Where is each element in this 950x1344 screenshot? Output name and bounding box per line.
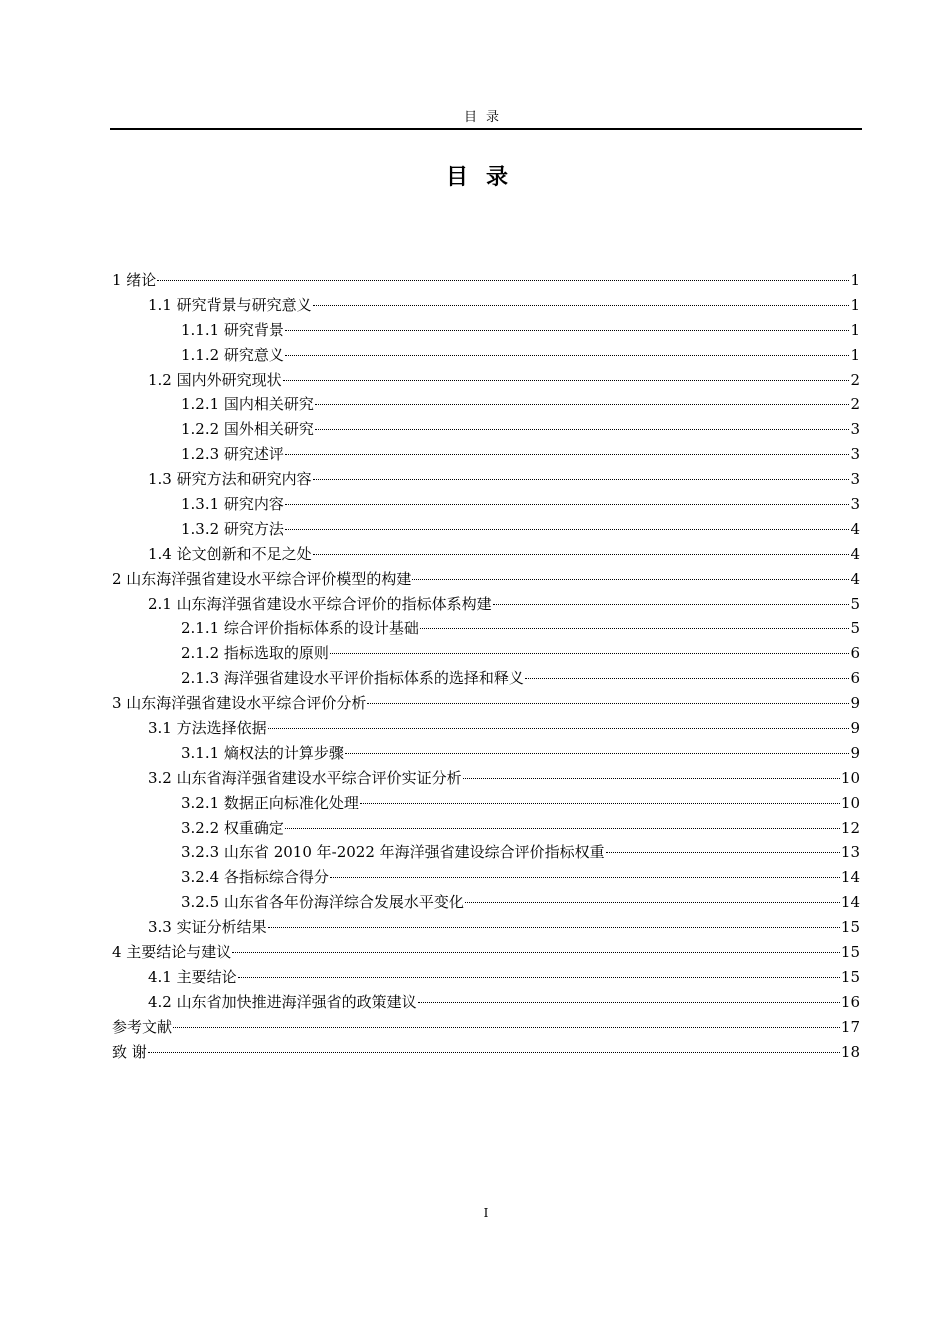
toc-entry-page: 3 (850, 470, 860, 489)
toc-leader-dots (285, 454, 850, 455)
toc-entry-label: 1.1 研究背景与研究意义 (148, 295, 312, 314)
toc-leader-dots (157, 280, 849, 281)
toc-entry[interactable] (112, 990, 860, 1015)
toc-entry[interactable] (112, 592, 860, 617)
toc-leader-dots (525, 678, 850, 679)
toc-entry-page: 3 (850, 420, 860, 439)
toc-leader-dots (367, 703, 849, 704)
toc-entry[interactable] (112, 840, 860, 865)
toc-entry-label: 1.3.1 研究内容 (181, 495, 284, 514)
toc-entry-label: 3 山东海洋强省建设水平综合评价分析 (112, 694, 367, 713)
toc-entry-label: 2.1.1 综合评价指标体系的设计基础 (181, 619, 419, 638)
toc-entry[interactable] (112, 716, 860, 741)
toc-entry-page: 1 (850, 271, 860, 289)
page-title: 目录 (445, 165, 526, 190)
toc-entry-page: 15 (840, 967, 860, 986)
toc-entry-page: 6 (850, 644, 860, 663)
toc-entry-label: 3.1 方法选择依据 (148, 719, 267, 738)
toc-entry-label: 1.2.1 国内相关研究 (181, 395, 314, 414)
toc-entry-label: 2.1 山东海洋强省建设水平综合评价的指标体系构建 (148, 594, 492, 613)
toc-entry-page: 14 (840, 893, 860, 912)
toc-leader-dots (606, 852, 840, 853)
toc-leader-dots (315, 429, 850, 430)
toc-entry[interactable] (112, 567, 860, 592)
toc-entry[interactable] (112, 1040, 860, 1065)
toc-entry[interactable] (112, 890, 860, 915)
toc-entry-label: 3.2.5 山东省各年份海洋综合发展水平变化 (181, 893, 464, 912)
toc-entry-label: 3.3 实证分析结果 (148, 918, 267, 937)
toc-entry[interactable] (112, 492, 860, 517)
toc-leader-dots (418, 1002, 840, 1003)
toc-leader-dots (283, 380, 850, 381)
toc-leader-dots (420, 628, 850, 629)
toc-entry-page: 1 (850, 345, 860, 364)
toc-entry-label: 1.1.2 研究意义 (181, 345, 284, 364)
toc-entry-label: 3.2.3 山东省 2010 年-2022 年海洋强省建设综合评价指标权重 (181, 843, 605, 862)
toc-entry-page: 12 (840, 818, 860, 837)
toc-leader-dots (285, 529, 850, 530)
toc-entry-label: 2 山东海洋强省建设水平综合评价模型的构建 (112, 569, 412, 588)
toc-entry-page: 18 (840, 1042, 860, 1061)
toc-entry-label: 2.1.3 海洋强省建设水平评价指标体系的选择和释义 (181, 669, 524, 688)
toc-entry-page: 10 (840, 793, 860, 812)
toc-leader-dots (315, 404, 850, 405)
toc-entry-label: 3.2 山东省海洋强省建设水平综合评价实证分析 (148, 768, 462, 787)
toc-entry[interactable] (112, 517, 860, 542)
toc-entry-page: 10 (840, 768, 860, 787)
header-rule (110, 128, 862, 130)
toc-entry-page: 6 (850, 669, 860, 688)
toc-entry[interactable] (112, 318, 860, 343)
toc-leader-dots (313, 305, 850, 306)
toc-entry[interactable] (112, 666, 860, 691)
toc-leader-dots (493, 604, 850, 605)
toc-entry[interactable] (112, 293, 860, 318)
toc-entry[interactable] (112, 616, 860, 641)
toc-entry-page: 9 (850, 743, 860, 762)
toc-entry-label: 致 谢 (112, 1042, 147, 1061)
toc-entry-page: 2 (850, 370, 860, 389)
toc-entry[interactable] (112, 816, 860, 841)
toc-entry-label: 1.2.3 研究述评 (181, 445, 284, 464)
toc-leader-dots (285, 330, 850, 331)
toc-leader-dots (360, 803, 840, 804)
toc-entry-page: 5 (850, 619, 860, 638)
toc-leader-dots (463, 778, 840, 779)
toc-leader-dots (285, 355, 850, 356)
toc-entry-label: 4 主要结论与建议 (112, 943, 232, 962)
toc-entry-page: 17 (840, 1017, 860, 1036)
toc-entry-page: 3 (850, 445, 860, 464)
toc-entry[interactable] (112, 343, 860, 368)
toc-entry-label: 2.1.2 指标选取的原则 (181, 644, 329, 663)
toc-leader-dots (268, 927, 840, 928)
toc-entry[interactable] (112, 741, 860, 766)
toc-entry[interactable] (112, 542, 860, 567)
toc-entry-page: 9 (850, 694, 860, 713)
toc-entry-label: 4.2 山东省加快推进海洋强省的政策建议 (148, 992, 417, 1011)
running-header: 目录 (463, 110, 508, 125)
toc-entry-label: 1 绪论 (112, 271, 157, 289)
toc-entry-label: 1.1.1 研究背景 (181, 320, 284, 339)
toc-leader-dots (148, 1052, 840, 1053)
toc-entry[interactable] (112, 268, 860, 293)
toc-entry[interactable] (112, 691, 860, 716)
toc-entry-page: 16 (840, 992, 860, 1011)
toc-entry-page: 4 (850, 569, 860, 588)
toc-entry-page: 15 (840, 918, 860, 937)
toc-leader-dots (173, 1027, 840, 1028)
toc-entry-page: 1 (850, 295, 860, 314)
toc-entry[interactable] (112, 368, 860, 393)
toc-entry[interactable] (112, 766, 860, 791)
toc-entry[interactable] (112, 965, 860, 990)
toc-entry[interactable] (112, 915, 860, 940)
toc-leader-dots (238, 977, 840, 978)
toc-entry-label: 1.2.2 国外相关研究 (181, 420, 314, 439)
toc-entry[interactable] (112, 467, 860, 492)
toc-entry-label: 1.4 论文创新和不足之处 (148, 544, 312, 563)
toc-entry-label: 1.3.2 研究方法 (181, 519, 284, 538)
toc-entry[interactable] (112, 940, 860, 965)
toc-entry-label: 1.2 国内外研究现状 (148, 370, 282, 389)
toc-entry-label: 1.3 研究方法和研究内容 (148, 470, 312, 489)
toc-entry[interactable] (112, 865, 860, 890)
toc-entry-label: 参考文献 (112, 1017, 173, 1036)
toc-entry-label: 3.2.1 数据正向标准化处理 (181, 793, 359, 812)
toc-entry-label: 3.1.1 熵权法的计算步骤 (181, 743, 344, 762)
toc-entry-page: 4 (850, 519, 860, 538)
toc-entry-label: 4.1 主要结论 (148, 967, 237, 986)
toc-entry-page: 9 (850, 719, 860, 738)
toc-entry-page: 4 (850, 544, 860, 563)
toc-leader-dots (232, 952, 840, 953)
table-of-contents (112, 268, 860, 1065)
toc-leader-dots (313, 479, 850, 480)
toc-entry-label: 3.2.4 各指标综合得分 (181, 868, 329, 887)
toc-entry-page: 13 (840, 843, 860, 862)
toc-leader-dots (285, 504, 850, 505)
toc-entry-page: 2 (850, 395, 860, 414)
toc-entry-page: 3 (850, 495, 860, 514)
toc-entry-page: 5 (850, 594, 860, 613)
toc-leader-dots (345, 753, 850, 754)
toc-leader-dots (330, 653, 850, 654)
toc-entry[interactable] (112, 417, 860, 442)
toc-entry[interactable] (112, 442, 860, 467)
toc-entry-page: 14 (840, 868, 860, 887)
toc-entry-label: 3.2.2 权重确定 (181, 818, 284, 837)
toc-entry-page: 1 (850, 320, 860, 339)
toc-leader-dots (330, 877, 840, 878)
toc-entry[interactable] (112, 641, 860, 666)
toc-entry[interactable] (112, 1015, 860, 1040)
toc-entry[interactable] (112, 392, 860, 417)
toc-leader-dots (412, 579, 849, 580)
toc-entry-page: 15 (840, 943, 860, 962)
toc-leader-dots (285, 828, 840, 829)
toc-leader-dots (313, 554, 850, 555)
page-number: I (483, 1206, 489, 1220)
toc-leader-dots (268, 728, 850, 729)
toc-leader-dots (465, 902, 840, 903)
toc-entry[interactable] (112, 791, 860, 816)
